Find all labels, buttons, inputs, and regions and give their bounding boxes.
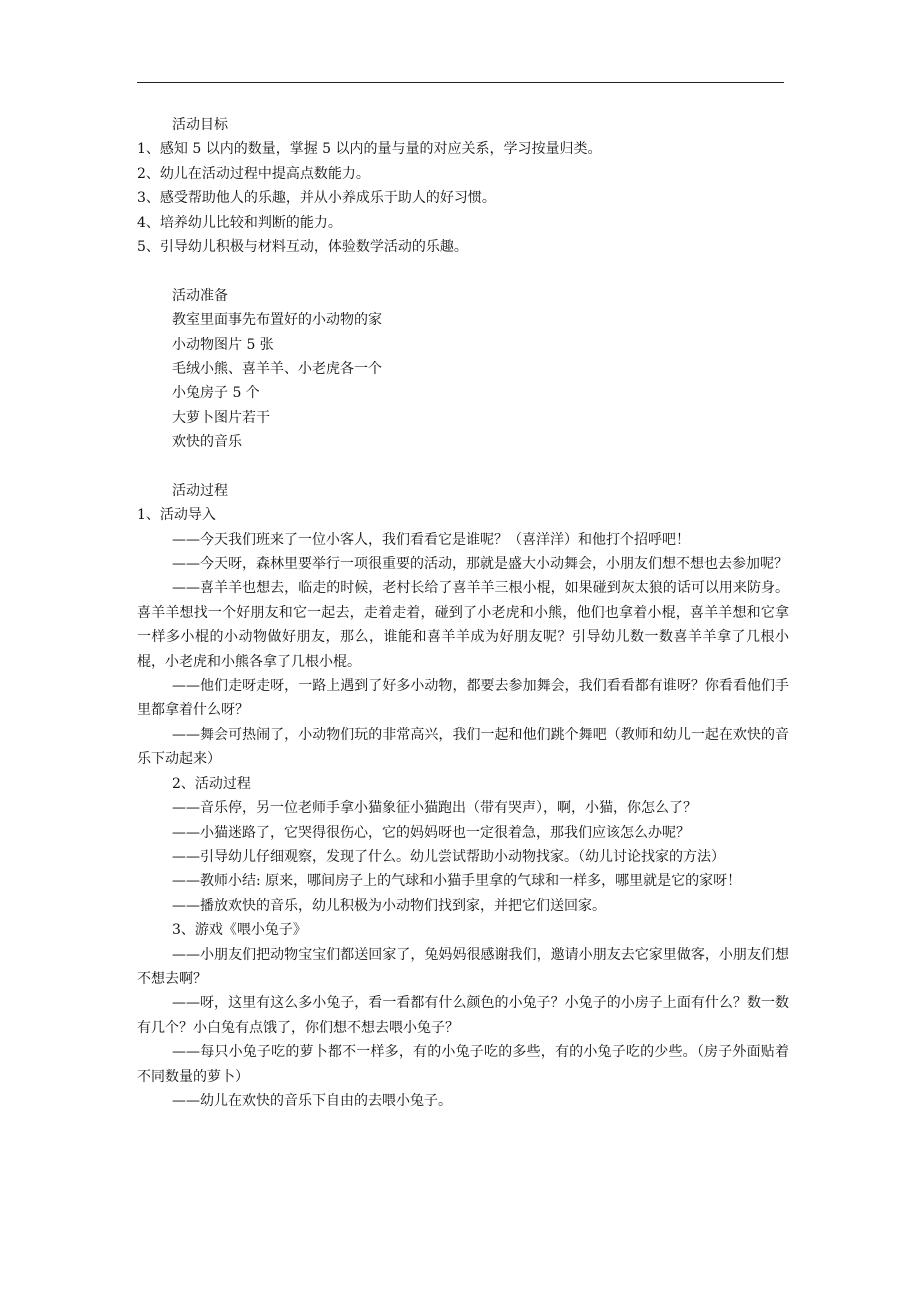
prep-item: 教室里面事先布置好的小动物的家 [172, 312, 382, 329]
process-paragraph: ——他们走呀走呀，一路上遇到了好多小动物，都要去参加舞会，我们看看都有谁呀？你看看他们手里都拿着什么呀？ [137, 678, 789, 719]
process-paragraph: ——舞会可热闹了，小动物们玩的非常高兴，我们一起和他们跳个舞吧（教师和幼儿一起在欢快的音乐下动起来） [137, 726, 789, 768]
goal-item: 5、引导幼儿积极与材料互动，体验数学活动的乐趣。 [137, 238, 468, 255]
prep-item: 小动物图片 5 张 [172, 336, 274, 353]
header-rule [137, 82, 784, 83]
process-paragraph: ——每只小兔子吃的萝卜都不一样多，有的小兔子吃的多些，有的小兔子吃的少些。（房子外面贴着不同数量的萝卜） [137, 1044, 789, 1085]
process-paragraph: ——教师小结: 原来，哪间房子上的气球和小猫手里拿的气球和一样多，哪里就是它的家呀！ [172, 873, 742, 890]
section-title: 1、活动导入 [137, 507, 216, 524]
process-paragraph: ——今天呀，森林里要举行一项很重要的活动，那就是盛大小动舞会，小朋友们想不想也去参加呢？ [172, 556, 788, 573]
process-paragraph: ——播放欢快的音乐，幼儿积极为小动物们找到家，并把它们送回家。 [172, 897, 606, 914]
process-paragraph: ——小朋友们把动物宝宝们都送回家了，兔妈妈很感谢我们，邀请小朋友去它家里做客，小朋友们想不想去啊？ [137, 946, 789, 987]
process-paragraph: ——呀，这里有这么多小兔子，看一看都有什么颜色的小兔子？小兔子的小房子上面有什么？数一数有几个？小白兔有点饿了，你们想不想去喂小兔子？ [137, 995, 789, 1036]
goal-item: 2、幼儿在活动过程中提高点数能力。 [137, 165, 370, 182]
process-paragraph: ——小猫迷路了，它哭得很伤心，它的妈妈呀也一定很着急，那我们应该怎么办呢？ [172, 824, 690, 841]
goal-item: 1、感知 5 以内的数量，掌握 5 以内的量与量的对应关系，学习按量归类。 [137, 141, 602, 158]
goals-heading: 活动目标 [172, 117, 228, 133]
process-heading: 活动过程 [172, 482, 228, 499]
spacer [137, 259, 789, 283]
document-body [137, 113, 789, 1113]
process-paragraph: ——今天我们班来了一位小客人，我们看看它是谁呢？（喜洋洋）和他打个招呼吧！ [172, 531, 690, 548]
prep-item: 欢快的音乐 [172, 434, 242, 451]
spacer [137, 454, 789, 478]
process-paragraph: ——音乐停，另一位老师手拿小猫象征小猫跑出（带有哭声），啊，小猫，你怎么了？ [172, 800, 697, 817]
goal-item: 3、感受帮助他人的乐趣，并从小养成乐于助人的好习惯。 [137, 190, 496, 207]
goal-item: 4、培养幼儿比较和判断的能力。 [137, 214, 342, 231]
prep-item: 小兔房子 5 个 [172, 385, 260, 402]
section-title: 3、游戏《喂小兔子》 [172, 922, 307, 939]
section-title: 2、活动过程 [172, 775, 251, 792]
process-paragraph: ——喜羊羊也想去，临走的时候，老村长给了喜羊羊三根小棍，如果碰到灰太狼的话可以用来防身。喜羊羊想找一个好朋友和它一起去，走着走着，碰到了小老虎和小熊，他们也拿着小棍，喜羊羊想和它拿一样多小棍的小动物做好朋友，那么，谁能和喜羊羊成为好朋友呢？引导幼儿数一数喜羊羊拿了几根小棍，小老虎和小熊各拿了几根小棍。 [137, 580, 789, 670]
process-paragraph: ——幼儿在欢快的音乐下自由的去喂小兔子。 [172, 1092, 452, 1109]
prep-heading: 活动准备 [172, 287, 228, 304]
prep-item: 毛绒小熊、喜羊羊、小老虎各一个 [172, 360, 382, 377]
process-paragraph: ——引导幼儿仔细观察，发现了什么。幼儿尝试帮助小动物找家。（幼儿讨论找家的方法） [172, 848, 725, 865]
prep-item: 大萝卜图片若干 [172, 409, 270, 426]
